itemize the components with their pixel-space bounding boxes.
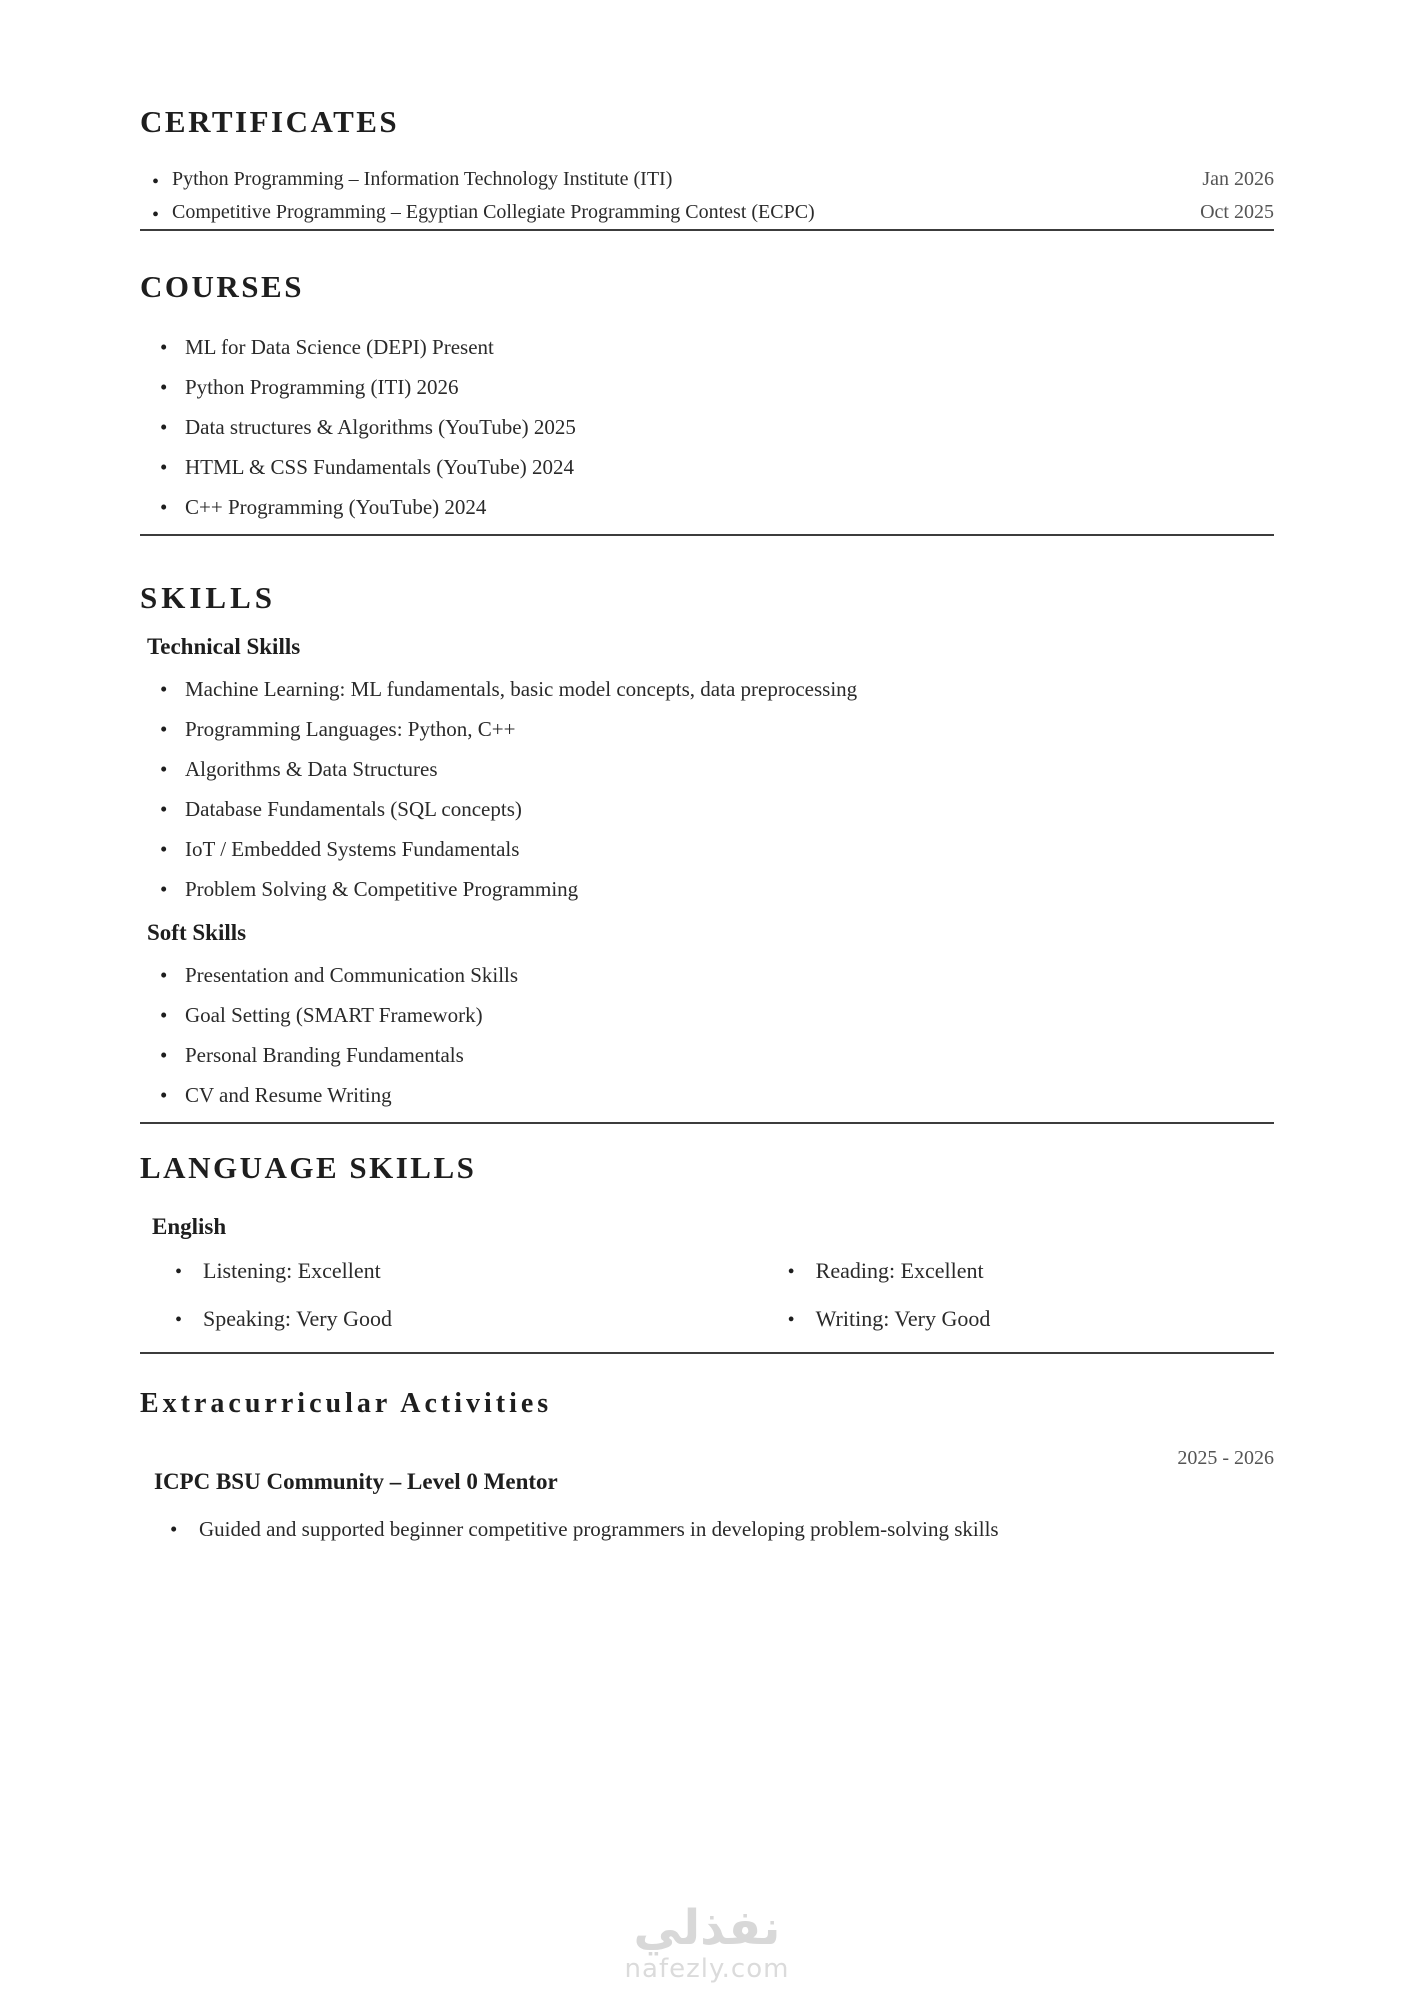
skill-item: • Machine Learning: ML fundamentals, basic model concepts, data preprocessing xyxy=(160,676,1274,703)
language-skill-item: • Listening: Excellent xyxy=(175,1256,748,1286)
skill-item: • CV and Resume Writing xyxy=(160,1082,1274,1109)
course-item: • Python Programming (ITI) 2026 xyxy=(160,374,1274,401)
certificates-list xyxy=(140,163,1274,229)
skill-item: • Presentation and Communication Skills xyxy=(160,962,1274,989)
language-column-right xyxy=(748,1256,1274,1352)
language-skills-title: LANGUAGE SKILLS xyxy=(140,1150,477,1185)
language-skill-item: • Writing: Very Good xyxy=(788,1304,1274,1334)
technical-skills-list xyxy=(140,676,1274,903)
extracurricular-role: ICPC BSU Community – Level 0 Mentor xyxy=(154,1469,558,1494)
course-item: • HTML & CSS Fundamentals (YouTube) 2024 xyxy=(160,454,1274,481)
language-columns xyxy=(140,1256,1274,1352)
extracurricular-title: Extracurricular Activities xyxy=(140,1388,553,1419)
extracurricular-list xyxy=(140,1516,1274,1543)
language-skill-item: • Reading: Excellent xyxy=(788,1256,1274,1286)
skills-title: SKILLS xyxy=(140,580,277,615)
skill-item: • Database Fundamentals (SQL concepts) xyxy=(160,796,1274,823)
extracurricular-item: • Guided and supported beginner competitive programmers in developing problem-solving skills xyxy=(170,1516,1274,1543)
technical-skills-subhead: Technical Skills xyxy=(147,634,301,659)
nafezly-site-label: nafezly.com xyxy=(624,1954,790,1984)
course-item: • Data structures & Algorithms (YouTube) 2025 xyxy=(160,414,1274,441)
section-certificates xyxy=(140,106,1274,229)
certificate-text: • Competitive Programming – Egyptian Collegiate Programming Contest (ECPC) xyxy=(172,201,815,223)
certificate-date: Oct 2025 xyxy=(1200,201,1274,223)
courses-list xyxy=(140,334,1274,521)
language-name: English xyxy=(152,1214,227,1239)
section-skills xyxy=(140,582,1274,1109)
skill-item: • IoT / Embedded Systems Fundamentals xyxy=(160,836,1274,863)
language-skill-item: • Speaking: Very Good xyxy=(175,1304,748,1334)
skill-item: • Algorithms & Data Structures xyxy=(160,756,1274,783)
certificate-date: Jan 2026 xyxy=(1202,168,1274,190)
courses-title: COURSES xyxy=(140,269,304,304)
section-divider xyxy=(140,229,1274,231)
certificate-text: • Python Programming – Information Technology Institute (ITI) xyxy=(172,168,673,190)
nafezly-logo: نفذلي xyxy=(633,1900,781,1956)
section-language-skills xyxy=(140,1152,1274,1352)
watermark xyxy=(0,1902,1414,1982)
soft-skills-list xyxy=(140,962,1274,1109)
course-item: • C++ Programming (YouTube) 2024 xyxy=(160,494,1274,521)
section-extracurricular xyxy=(140,1390,1274,1543)
language-column-left xyxy=(140,1256,748,1352)
skill-item: • Problem Solving & Competitive Programming xyxy=(160,876,1274,903)
skill-item: • Goal Setting (SMART Framework) xyxy=(160,1002,1274,1029)
section-divider xyxy=(140,534,1274,536)
course-item: • ML for Data Science (DEPI) Present xyxy=(160,334,1274,361)
section-divider xyxy=(140,1352,1274,1354)
section-divider xyxy=(140,1122,1274,1124)
certificates-title: CERTIFICATES xyxy=(140,104,400,139)
certificate-item xyxy=(152,163,1274,196)
skill-item: • Programming Languages: Python, C++ xyxy=(160,716,1274,743)
skill-item: • Personal Branding Fundamentals xyxy=(160,1042,1274,1069)
extracurricular-date-range: 2025 - 2026 xyxy=(1177,1447,1274,1469)
section-courses xyxy=(140,271,1274,521)
soft-skills-subhead: Soft Skills xyxy=(147,920,247,945)
certificate-item xyxy=(152,196,1274,229)
